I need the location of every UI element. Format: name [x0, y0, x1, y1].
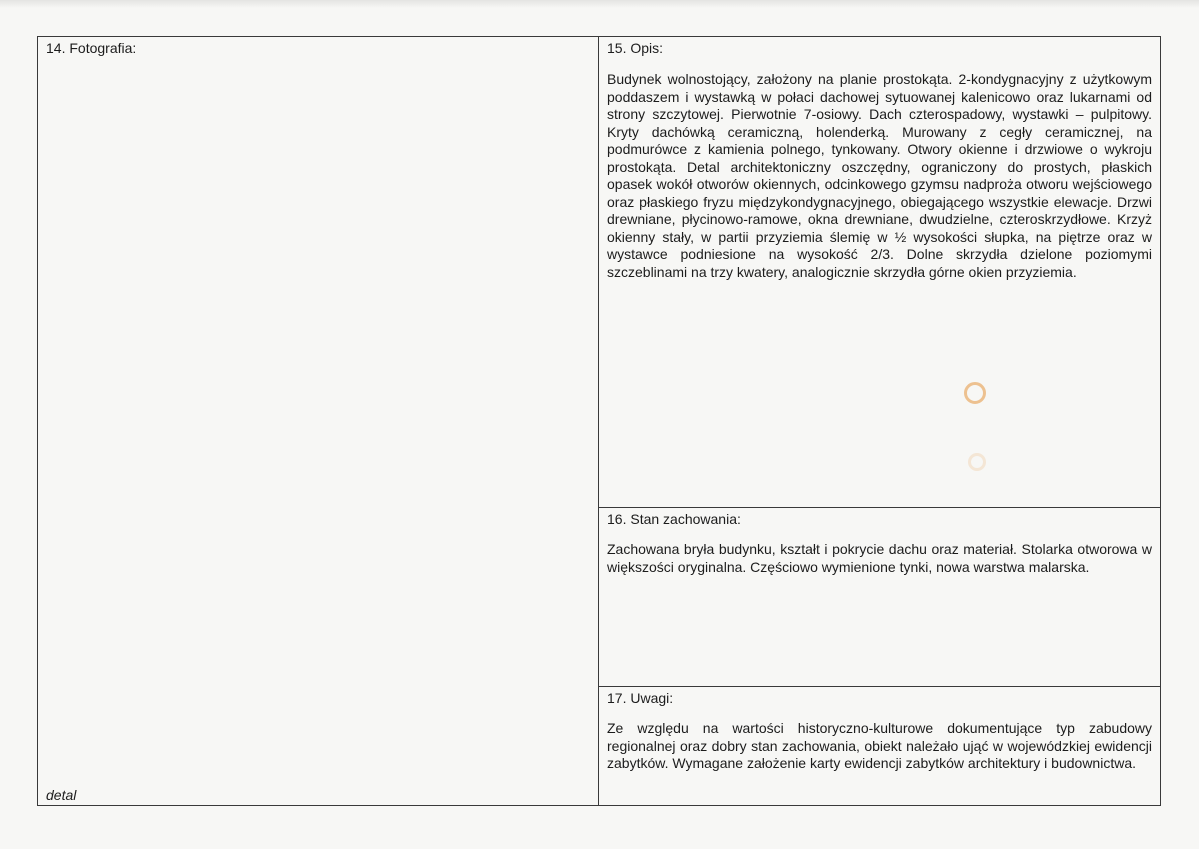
remarks-text: Ze względu na wartości historyczno-kulturowe dokumentujące typ zabudowy regionalnej oraz dobry stan zachowania, obiekt należało ująć w wojewódzkiej ewidencji zabytków. Wymagane założenie karty ewidencji zabytków architektury i budownictwa.	[607, 720, 1152, 771]
right-column	[599, 37, 1160, 805]
remarks-section	[599, 686, 1160, 805]
description-text: Budynek wolnostojący, założony na planie prostokąta. 2-kondygnacyjny z użytkowym poddaszem i wystawką w połaci dachowej sytuowanej kalenicowo oraz lukarnami od strony szczytowej. Pierwotnie 7-osiowy. Dach czterospadowy, wystawki – pulpitowy. Kryty dachówką ceramiczną, holenderką. Murowany z cegły ceramicznej, na podmurówce z kamienia polnego, tynkowany. Otwory okienne i drzwiowe o wykroju prostokąta. Detal architektoniczny oszczędny, ograniczony do prostych, płaskich opasek wokół otworów okiennych, odcinkowego gzymsu nadproża otworu wejściowego oraz płaskiego fryzu międzykondygnacyjnego, obiegającego wszystkie elewacje. Drzwi drewniane, płycinowo-ramowe, okna drewniane, dwudzielne, czteroskrzydłowe. Krzyż okienny stały, w partii przyziemia ślemię w ½ wysokości słupka, na piętrze oraz w wystawce podniesione na wysokość 2/3. Dolne skrzydła dzielone poziomymi szczeblinami na trzy kwatery, analogicznie skrzydła górne okien przyziemia.	[607, 71, 1152, 280]
scan-edge	[0, 0, 1199, 8]
condition-section	[599, 507, 1160, 686]
scan-stain	[968, 453, 986, 471]
condition-text: Zachowana bryła budynku, kształt i pokrycie dachu oraz materiał. Stolarka otworowa w większości oryginalna. Częściowo wymienione tynki, nowa warstwa malarska.	[607, 541, 1152, 575]
description-section	[599, 37, 1160, 507]
record-card-table	[37, 36, 1161, 806]
photo-heading: 14. Fotografia:	[46, 40, 137, 56]
description-heading: 15. Opis:	[607, 40, 664, 56]
condition-heading: 16. Stan zachowania:	[607, 511, 741, 527]
scan-stain	[964, 382, 986, 404]
photo-section	[38, 37, 599, 805]
photo-caption: detal	[46, 787, 77, 803]
remarks-heading: 17. Uwagi:	[607, 690, 674, 706]
